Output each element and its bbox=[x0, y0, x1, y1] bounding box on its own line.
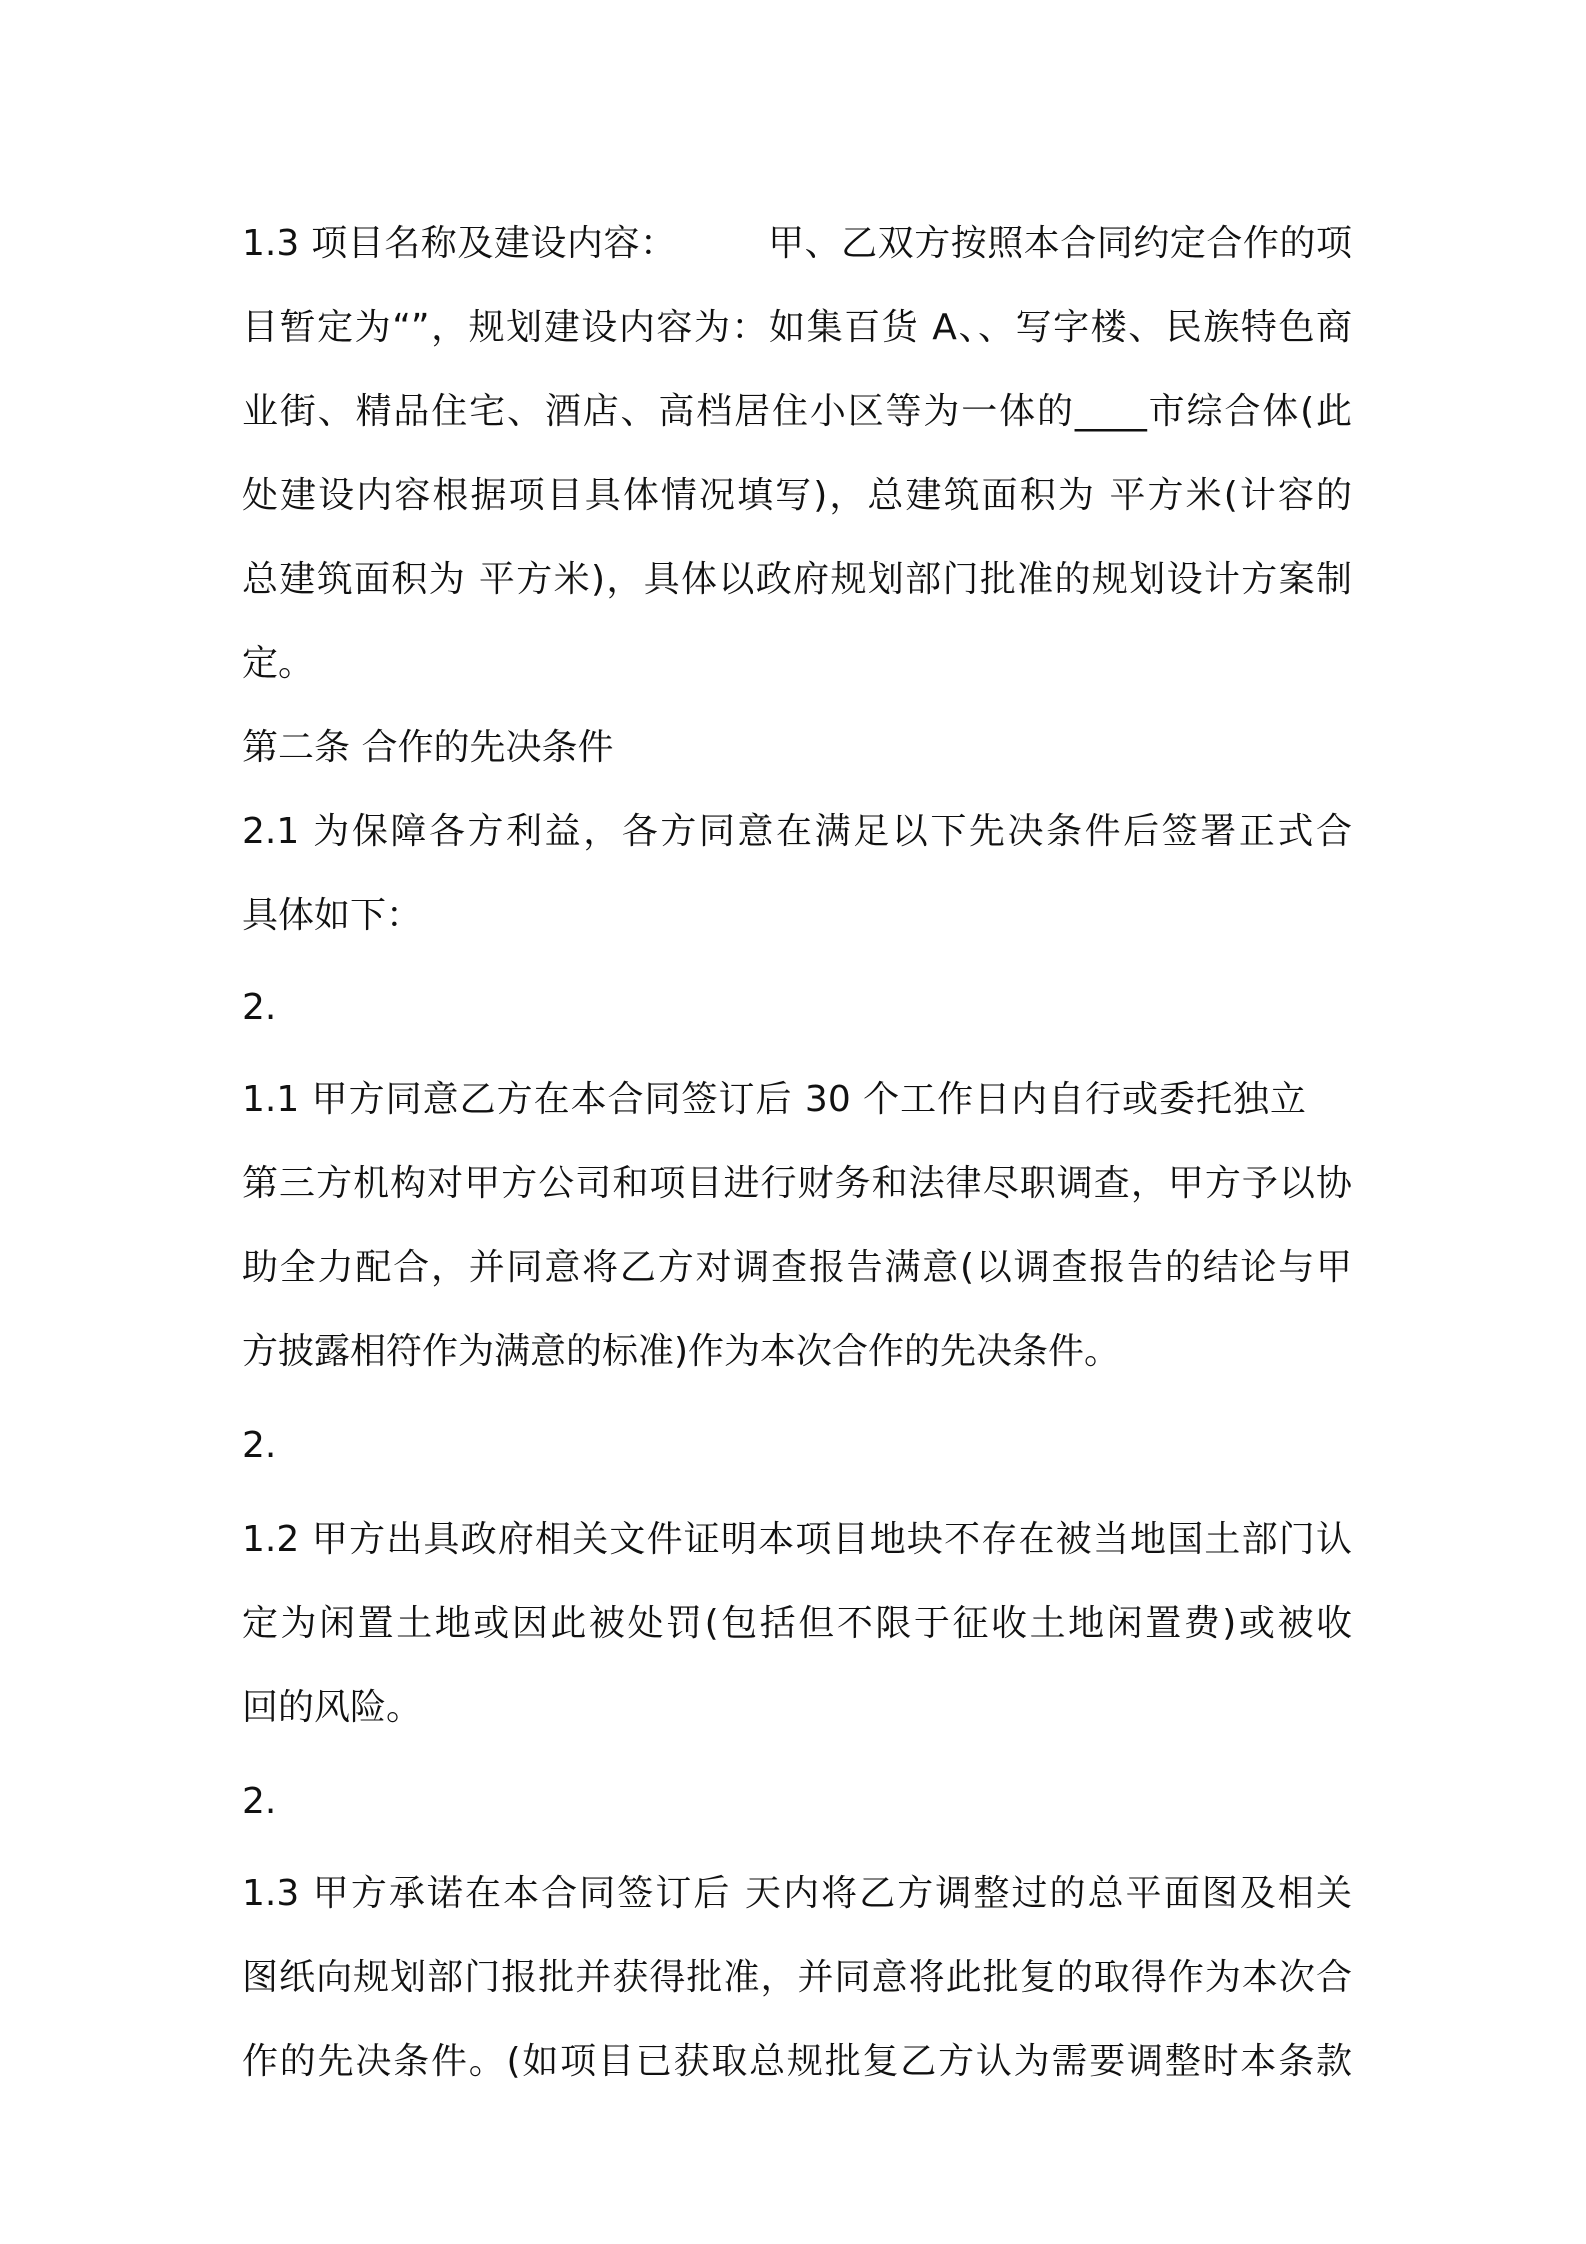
spacer bbox=[242, 1394, 1352, 1404]
document-body bbox=[242, 202, 1352, 2104]
text-line-16: 1.2 甲方出具政府相关文件证明本项目地块不存在被当地国土部门认 bbox=[242, 1519, 1352, 1560]
spacer bbox=[242, 958, 1352, 966]
text-line-1: 1.3 项目名称及建设内容： 甲、乙双方按照本合同约定合作的项 bbox=[242, 223, 1352, 264]
text-line-6: 定。 bbox=[242, 643, 315, 684]
text-line-22: 作的先决条件。(如项目已获取总规批复乙方认为需要调整时本条款 bbox=[242, 2041, 1352, 2082]
section-heading: 第二条 合作的先决条件 bbox=[242, 727, 614, 768]
text-line-15: 2. bbox=[242, 1425, 277, 1466]
text-line-10: 2. bbox=[242, 987, 277, 1028]
text-line-19: 2. bbox=[242, 1781, 277, 1822]
text-line-5: 总建筑面积为 平方米)，具体以政府规划部门批准的规划设计方案制 bbox=[242, 559, 1352, 600]
text-line-21: 图纸向规划部门报批并获得批准，并同意将此批复的取得作为本次合 bbox=[242, 1957, 1352, 1998]
text-line-13: 助全力配合，并同意将乙方对调查报告满意(以调查报告的结论与甲 bbox=[242, 1247, 1352, 1288]
spacer bbox=[242, 1488, 1352, 1498]
text-line-8: 2.1 为保障各方利益，各方同意在满足以下先决条件后签署正式合 bbox=[242, 811, 1352, 852]
text-line-18: 回的风险。 bbox=[242, 1687, 423, 1728]
text-line-9: 具体如下： bbox=[242, 895, 423, 936]
text-line-20: 1.3 甲方承诺在本合同签订后 天内将乙方调整过的总平面图及相关 bbox=[242, 1873, 1352, 1914]
spacer bbox=[242, 1750, 1352, 1760]
text-line-12: 第三方机构对甲方公司和项目进行财务和法律尽职调查，甲方予以协 bbox=[242, 1163, 1352, 1204]
text-line-2: 目暂定为“”，规划建设内容为：如集百货 A、、写字楼、民族特色商 bbox=[242, 307, 1352, 348]
text-line-11: 1.1 甲方同意乙方在本合同签订后 30 个工作日内自行或委托独立 bbox=[242, 1079, 1306, 1120]
text-line-17: 定为闲置土地或因此被处罚(包括但不限于征收土地闲置费)或被收 bbox=[242, 1603, 1352, 1644]
text-line-14: 方披露相符作为满意的标准)作为本次合作的先决条件。 bbox=[242, 1331, 1121, 1372]
text-line-3: 业街、精品住宅、酒店、高档居住小区等为一体的____市综合体(此 bbox=[242, 391, 1352, 432]
spacer bbox=[242, 1050, 1352, 1058]
text-line-4: 处建设内容根据项目具体情况填写)，总建筑面积为 平方米(计容的 bbox=[242, 475, 1352, 516]
spacer bbox=[242, 1844, 1352, 1852]
